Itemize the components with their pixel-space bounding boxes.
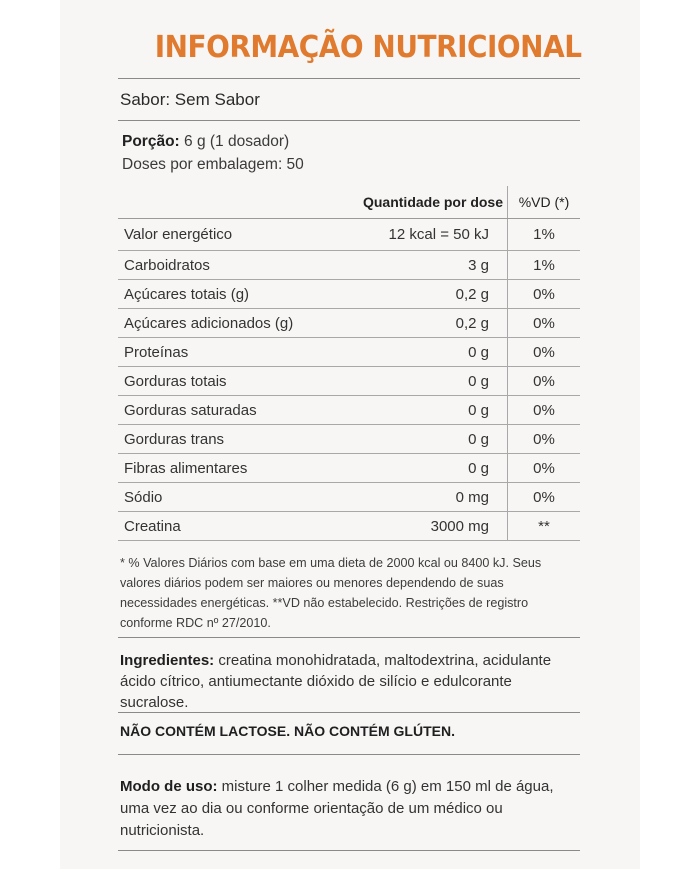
nutrient-vd: 0% [508, 309, 581, 338]
nutrient-quantity: 0 g [350, 367, 508, 396]
nutrient-quantity: 0 g [350, 338, 508, 367]
nutrient-name: Açúcares adicionados (g) [118, 309, 350, 338]
nutrient-quantity: 0 g [350, 425, 508, 454]
divider [118, 754, 580, 755]
nutrient-name: Gorduras totais [118, 367, 350, 396]
header-name [118, 186, 350, 219]
nutrient-vd: 0% [508, 396, 581, 425]
nutrient-quantity: 0 g [350, 396, 508, 425]
nutrient-quantity: 0 mg [350, 483, 508, 512]
nutrient-quantity: 0 g [350, 454, 508, 483]
nutrient-vd: 1% [508, 251, 581, 280]
table-row [118, 309, 580, 338]
nutrient-quantity: 12 kcal = 50 kJ [350, 219, 508, 251]
nutrient-vd: 0% [508, 483, 581, 512]
nutrient-name: Gorduras saturadas [118, 396, 350, 425]
divider [118, 637, 580, 638]
nutrient-name: Gorduras trans [118, 425, 350, 454]
nutrient-name: Açúcares totais (g) [118, 280, 350, 309]
doses-per-package: Doses por embalagem: 50 [122, 156, 304, 173]
divider [118, 712, 580, 713]
table-row [118, 338, 580, 367]
flavor-text: Sabor: Sem Sabor [120, 90, 260, 109]
nutrient-vd: 0% [508, 338, 581, 367]
nutrient-name: Valor energético [118, 219, 350, 251]
nutrient-quantity: 0,2 g [350, 280, 508, 309]
table-header-row [118, 186, 580, 219]
table-row [118, 251, 580, 280]
ingredients-label: Ingredientes: [120, 652, 215, 669]
nutrient-vd: ** [508, 512, 581, 541]
portion-label: Porção: [122, 133, 180, 150]
usage-text: misture 1 colher medida (6 g) em 150 ml de água, uma vez ao dia ou conforme orientação de um médico ou nutricionista. [120, 778, 554, 839]
ingredients [120, 650, 580, 713]
nutrient-quantity: 3 g [350, 251, 508, 280]
divider [118, 850, 580, 851]
header-quantity: Quantidade por dose [350, 186, 508, 219]
nutrient-vd: 0% [508, 454, 581, 483]
nutrient-vd: 0% [508, 367, 581, 396]
ingredients-text: creatina monohidratada, maltodextrina, acidulante ácido cítrico, antiumectante dióxido de silício e edulcorante sucralose. [120, 652, 552, 711]
portion-value: 6 g (1 dosador) [179, 133, 290, 150]
nutrient-quantity: 3000 mg [350, 512, 508, 541]
nutrient-quantity: 0,2 g [350, 309, 508, 338]
nutrient-name: Proteínas [118, 338, 350, 367]
nutrient-vd: 0% [508, 280, 581, 309]
nutrient-vd: 1% [508, 219, 581, 251]
table-row [118, 483, 580, 512]
table-row [118, 219, 580, 251]
nutrient-name: Creatina [118, 512, 350, 541]
table-row [118, 396, 580, 425]
table-row [118, 454, 580, 483]
divider [118, 78, 580, 79]
table-row [118, 280, 580, 309]
divider [118, 120, 580, 121]
allergen-warning: NÃO CONTÉM LACTOSE. NÃO CONTÉM GLÚTEN. [120, 723, 455, 739]
portion-info [122, 130, 304, 176]
nutrient-vd: 0% [508, 425, 581, 454]
table-row [118, 512, 580, 541]
usage-label: Modo de uso: [120, 778, 218, 795]
nutrient-name: Fibras alimentares [118, 454, 350, 483]
usage-instructions [120, 776, 582, 842]
nutrition-table [118, 186, 580, 541]
table-row [118, 367, 580, 396]
page-title: INFORMAÇÃO NUTRICIONAL [154, 30, 582, 65]
nutrient-name: Sódio [118, 483, 350, 512]
footnote: * % Valores Diários com base em uma dieta de 2000 kcal ou 8400 kJ. Seus valores diários podem ser maiores ou menores dependendo de suas necessidades energéticas. **VD não estabelecido. Restrições de registro conforme RDC nº 27/2010. [120, 556, 542, 630]
table-row [118, 425, 580, 454]
nutrient-name: Carboidratos [118, 251, 350, 280]
header-vd: %VD (*) [508, 186, 581, 219]
